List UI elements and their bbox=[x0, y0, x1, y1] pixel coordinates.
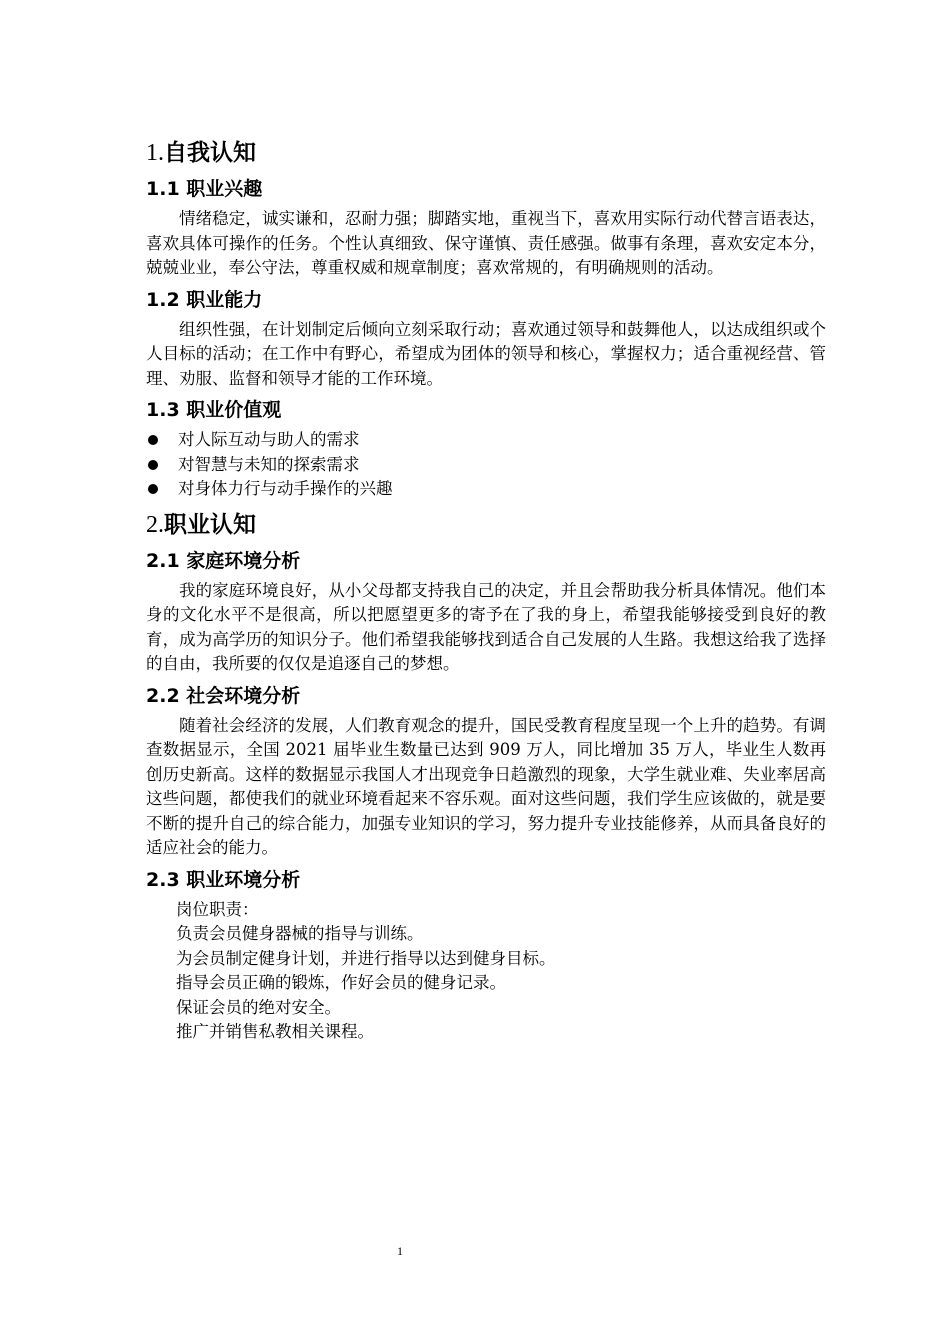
list-item bbox=[146, 453, 826, 478]
bullet-icon bbox=[148, 484, 158, 494]
subheading-career-environment: 2.3 职业环境分析 bbox=[146, 868, 301, 891]
job-duty-line: 保证会员的绝对安全。 bbox=[176, 997, 341, 1017]
subheading-career-values: 1.3 职业价值观 bbox=[146, 399, 282, 421]
page-number: 1 bbox=[397, 1244, 403, 1258]
subheading-social-environment: 2.2 社会环境分析 bbox=[146, 684, 301, 707]
job-duty-line: 指导会员正确的锻炼，作好会员的健身记录。 bbox=[176, 973, 506, 992]
subheading-career-ability: 1.2 职业能力 bbox=[146, 288, 263, 311]
paragraph-career-interest: 情绪稳定，诚实谦和，忍耐力强；脚踏实地，重视当下，喜欢用实际行动代替言语表达，喜欢具体可操作的任务。个性认真细致、保守谨慎、责任感强。做事有条理，喜欢安定本分，兢兢业业，奉公守法，尊重权威和规章制度；喜欢常规的，有明确规则的活动。 bbox=[146, 209, 826, 277]
document-body bbox=[146, 130, 826, 1045]
paragraph-social-environment: 随着社会经济的发展，人们教育观念的提升，国民受教育程度呈现一个上升的趋势。有调查数据显示，全国 2021 届毕业生数量已达到 909 万人，同比增加 35 万人，毕业生人数再创历史新高。这样的数据显示我国人才出现竞争日趋激烈的现象，大学生就业难、失业率居高这些问题，都使我们的就业环境看起来不容乐观。面对这些问题，我们学生应该做的，就是要不断的提升自己的综合能力，加强专业知识的学习，努力提升专业技能修养，从而具备良好的适应社会的能力。 bbox=[146, 715, 826, 857]
bullet-icon bbox=[148, 460, 158, 470]
section-heading-career-awareness bbox=[146, 510, 826, 540]
list-item-text: 对身体力行与动手操作的兴趣 bbox=[178, 479, 393, 498]
list-item-text: 对人际互动与助人的需求 bbox=[178, 430, 360, 449]
subheading-career-interest: 1.1 职业兴趣 bbox=[146, 178, 263, 200]
job-duty-line: 为会员制定健身计划，并进行指导以达到健身目标。 bbox=[176, 948, 556, 968]
job-duty-line: 岗位职责： bbox=[176, 899, 259, 919]
section-heading-self-awareness bbox=[146, 138, 826, 168]
section-number: 1. bbox=[146, 140, 164, 166]
paragraph-career-ability: 组织性强，在计划制定后倾向立刻采取行动；喜欢通过领导和鼓舞他人，以达成组织或个人目标的活动；在工作中有野心，希望成为团体的领导和核心，掌握权力；适合重视经营、管理、劝服、监督和领导才能的工作环境。 bbox=[146, 319, 826, 388]
list-item-text: 对智慧与未知的探索需求 bbox=[178, 454, 360, 474]
section-title: 职业认知 bbox=[164, 510, 256, 538]
job-duty-line: 推广并销售私教相关课程。 bbox=[176, 1022, 374, 1041]
section-number: 2. bbox=[146, 511, 164, 538]
job-duty-line: 负责会员健身器械的指导与训练。 bbox=[176, 924, 424, 943]
bullet-icon bbox=[148, 435, 158, 445]
section-title: 自我认知 bbox=[164, 139, 256, 166]
subheading-family-environment: 2.1 家庭环境分析 bbox=[146, 549, 301, 572]
values-bullet-list bbox=[146, 428, 826, 502]
list-item bbox=[146, 477, 826, 502]
paragraph-family-environment: 我的家庭环境良好，从小父母都支持我自己的决定，并且会帮助我分析具体情况。他们本身的文化水平不是很高，所以把愿望更多的寄予在了我的身上，希望我能够接受到良好的教育，成为高学历的知识分子。他们希望我能够找到适合自己发展的人生路。我想这给我了选择的自由，我所要的仅仅是追逐自己的梦想。 bbox=[146, 580, 826, 673]
job-duties-lines bbox=[146, 898, 826, 1045]
list-item bbox=[146, 428, 826, 453]
